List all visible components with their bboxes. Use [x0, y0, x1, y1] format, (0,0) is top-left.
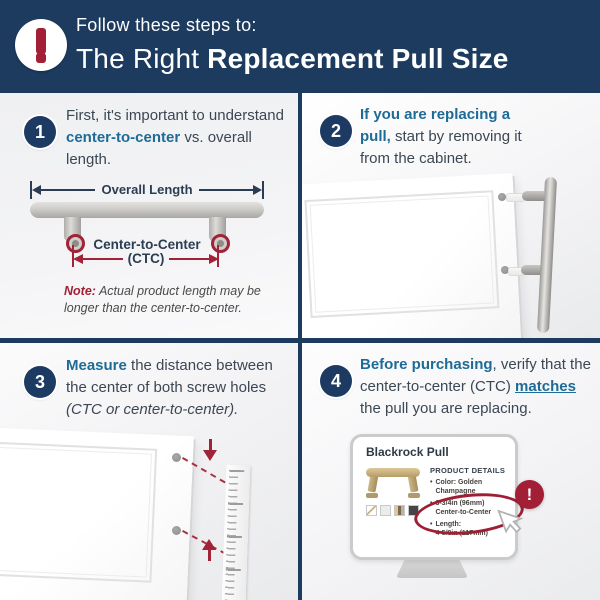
detail-ctc-l2: Center-to-Center — [435, 509, 492, 516]
step-4-text — [360, 354, 598, 420]
screw-hole-top — [498, 193, 506, 201]
product-title: Blackrock Pull — [366, 445, 449, 459]
step-3-text-post: the distance between the center of both screw holes — [66, 357, 273, 396]
ctc-line — [83, 258, 123, 260]
golden-pull-image — [366, 468, 420, 498]
bullet-icon: • — [430, 500, 433, 507]
arrow-left-icon — [32, 185, 41, 195]
step-1-text-pre: First, it's important to understand — [66, 107, 284, 124]
step-3-number: 3 — [24, 366, 56, 398]
step-3-text-highlight: Measure — [66, 357, 127, 374]
note-text — [64, 283, 264, 317]
arrow-head — [203, 450, 217, 461]
step-2-text-highlight: If you are replacing a pull, — [360, 106, 511, 145]
screw-hole-top — [172, 453, 181, 462]
page-title — [76, 43, 509, 75]
exclamation-icon — [36, 28, 46, 54]
pull-foot — [366, 493, 378, 498]
details-heading: PRODUCT DETAILS — [430, 466, 506, 475]
cabinet-door-graphic — [0, 426, 194, 600]
ctc-abbr-label: (CTC) — [127, 250, 165, 266]
detail-color-l1: Color: Golden — [435, 479, 483, 486]
steps-grid — [0, 93, 600, 600]
title-bold: Replacement Pull Size — [207, 43, 509, 74]
ctc-label: Center-to-Center — [93, 237, 201, 252]
bullet-icon: • — [430, 479, 433, 486]
header-eyebrow: Follow these steps to: — [76, 15, 257, 35]
alert-badge-icon: ! — [515, 480, 544, 509]
step-1-text — [66, 105, 292, 171]
ctc-line — [169, 258, 209, 260]
arrow-stem — [209, 439, 212, 450]
arrow-right-icon — [253, 185, 262, 195]
step-1-number: 1 — [24, 116, 56, 148]
product-media — [366, 464, 422, 541]
note-label: Note: — [64, 284, 96, 298]
step-2-text-post: start by removing it from the cabinet. — [360, 128, 522, 167]
red-arrow-right-icon — [209, 254, 219, 264]
thumbnail-1 — [366, 505, 377, 516]
step-4-panel — [302, 343, 600, 600]
note-body: Actual product length may be longer than the center-to-center. — [64, 284, 261, 315]
exclamation-dot-icon — [36, 53, 46, 63]
pull-bar-graphic — [30, 201, 264, 218]
ruler-ticks-long — [225, 470, 245, 600]
detail-color-l2: Champagne — [435, 488, 476, 495]
pull-foot — [408, 493, 420, 498]
step-4-text-post: the pull you are replacing. — [360, 400, 532, 417]
step-2-number: 2 — [320, 115, 352, 147]
step-3-text — [66, 355, 290, 421]
red-arrow-up-icon — [202, 539, 216, 561]
header — [0, 0, 600, 93]
step-1-text-highlight: center-to-center — [66, 129, 181, 146]
dim-line — [41, 189, 95, 191]
overall-length-dimension — [30, 181, 264, 199]
door-inner-frame2 — [0, 446, 152, 578]
thumbnail-3 — [394, 505, 405, 516]
title-light: The Right — [76, 43, 208, 74]
thumbnail-2 — [380, 505, 391, 516]
step-4-text-highlight: Before purchasing — [360, 356, 493, 373]
ruler-graphic — [222, 465, 251, 600]
step-4-text-mid: , verify that the center-to-center (CTC) — [360, 356, 591, 395]
alert-circle-icon — [15, 19, 67, 71]
step-1-panel — [0, 93, 298, 338]
bullet-icon: • — [430, 521, 433, 528]
screw-hole-bottom — [172, 526, 181, 535]
header-text — [76, 15, 509, 75]
overall-length-label: Overall Length — [101, 181, 193, 197]
step-4-text-matches: matches — [515, 378, 576, 395]
step-1-text-post: vs. overall length. — [66, 129, 252, 168]
red-arrow-left-icon — [73, 254, 83, 264]
pull-top-bar — [366, 468, 420, 477]
product-thumbnails — [366, 505, 422, 516]
step-3-text-italic: (CTC or center-to-center). — [66, 401, 239, 418]
cabinet-door-graphic — [302, 173, 521, 338]
dim-tick-right — [262, 181, 264, 199]
arrow-head — [202, 539, 216, 550]
step-3-panel — [0, 343, 298, 600]
detail-length-l1: Length: — [435, 521, 462, 528]
pull-post-top — [522, 191, 544, 201]
detail-ctc-l1: 3-3/4in (96mm) — [435, 500, 485, 507]
ctc-dimension — [73, 251, 219, 267]
step-2-text — [360, 104, 538, 170]
step-4-number: 4 — [320, 365, 352, 397]
dim-line — [199, 189, 253, 191]
arrow-stem — [208, 550, 211, 561]
step-2-panel — [302, 93, 600, 338]
red-arrow-down-icon — [203, 439, 217, 461]
door-inner-frame2 — [310, 196, 494, 313]
detail-length-l2: 4-5/8in (117mm) — [435, 530, 488, 537]
